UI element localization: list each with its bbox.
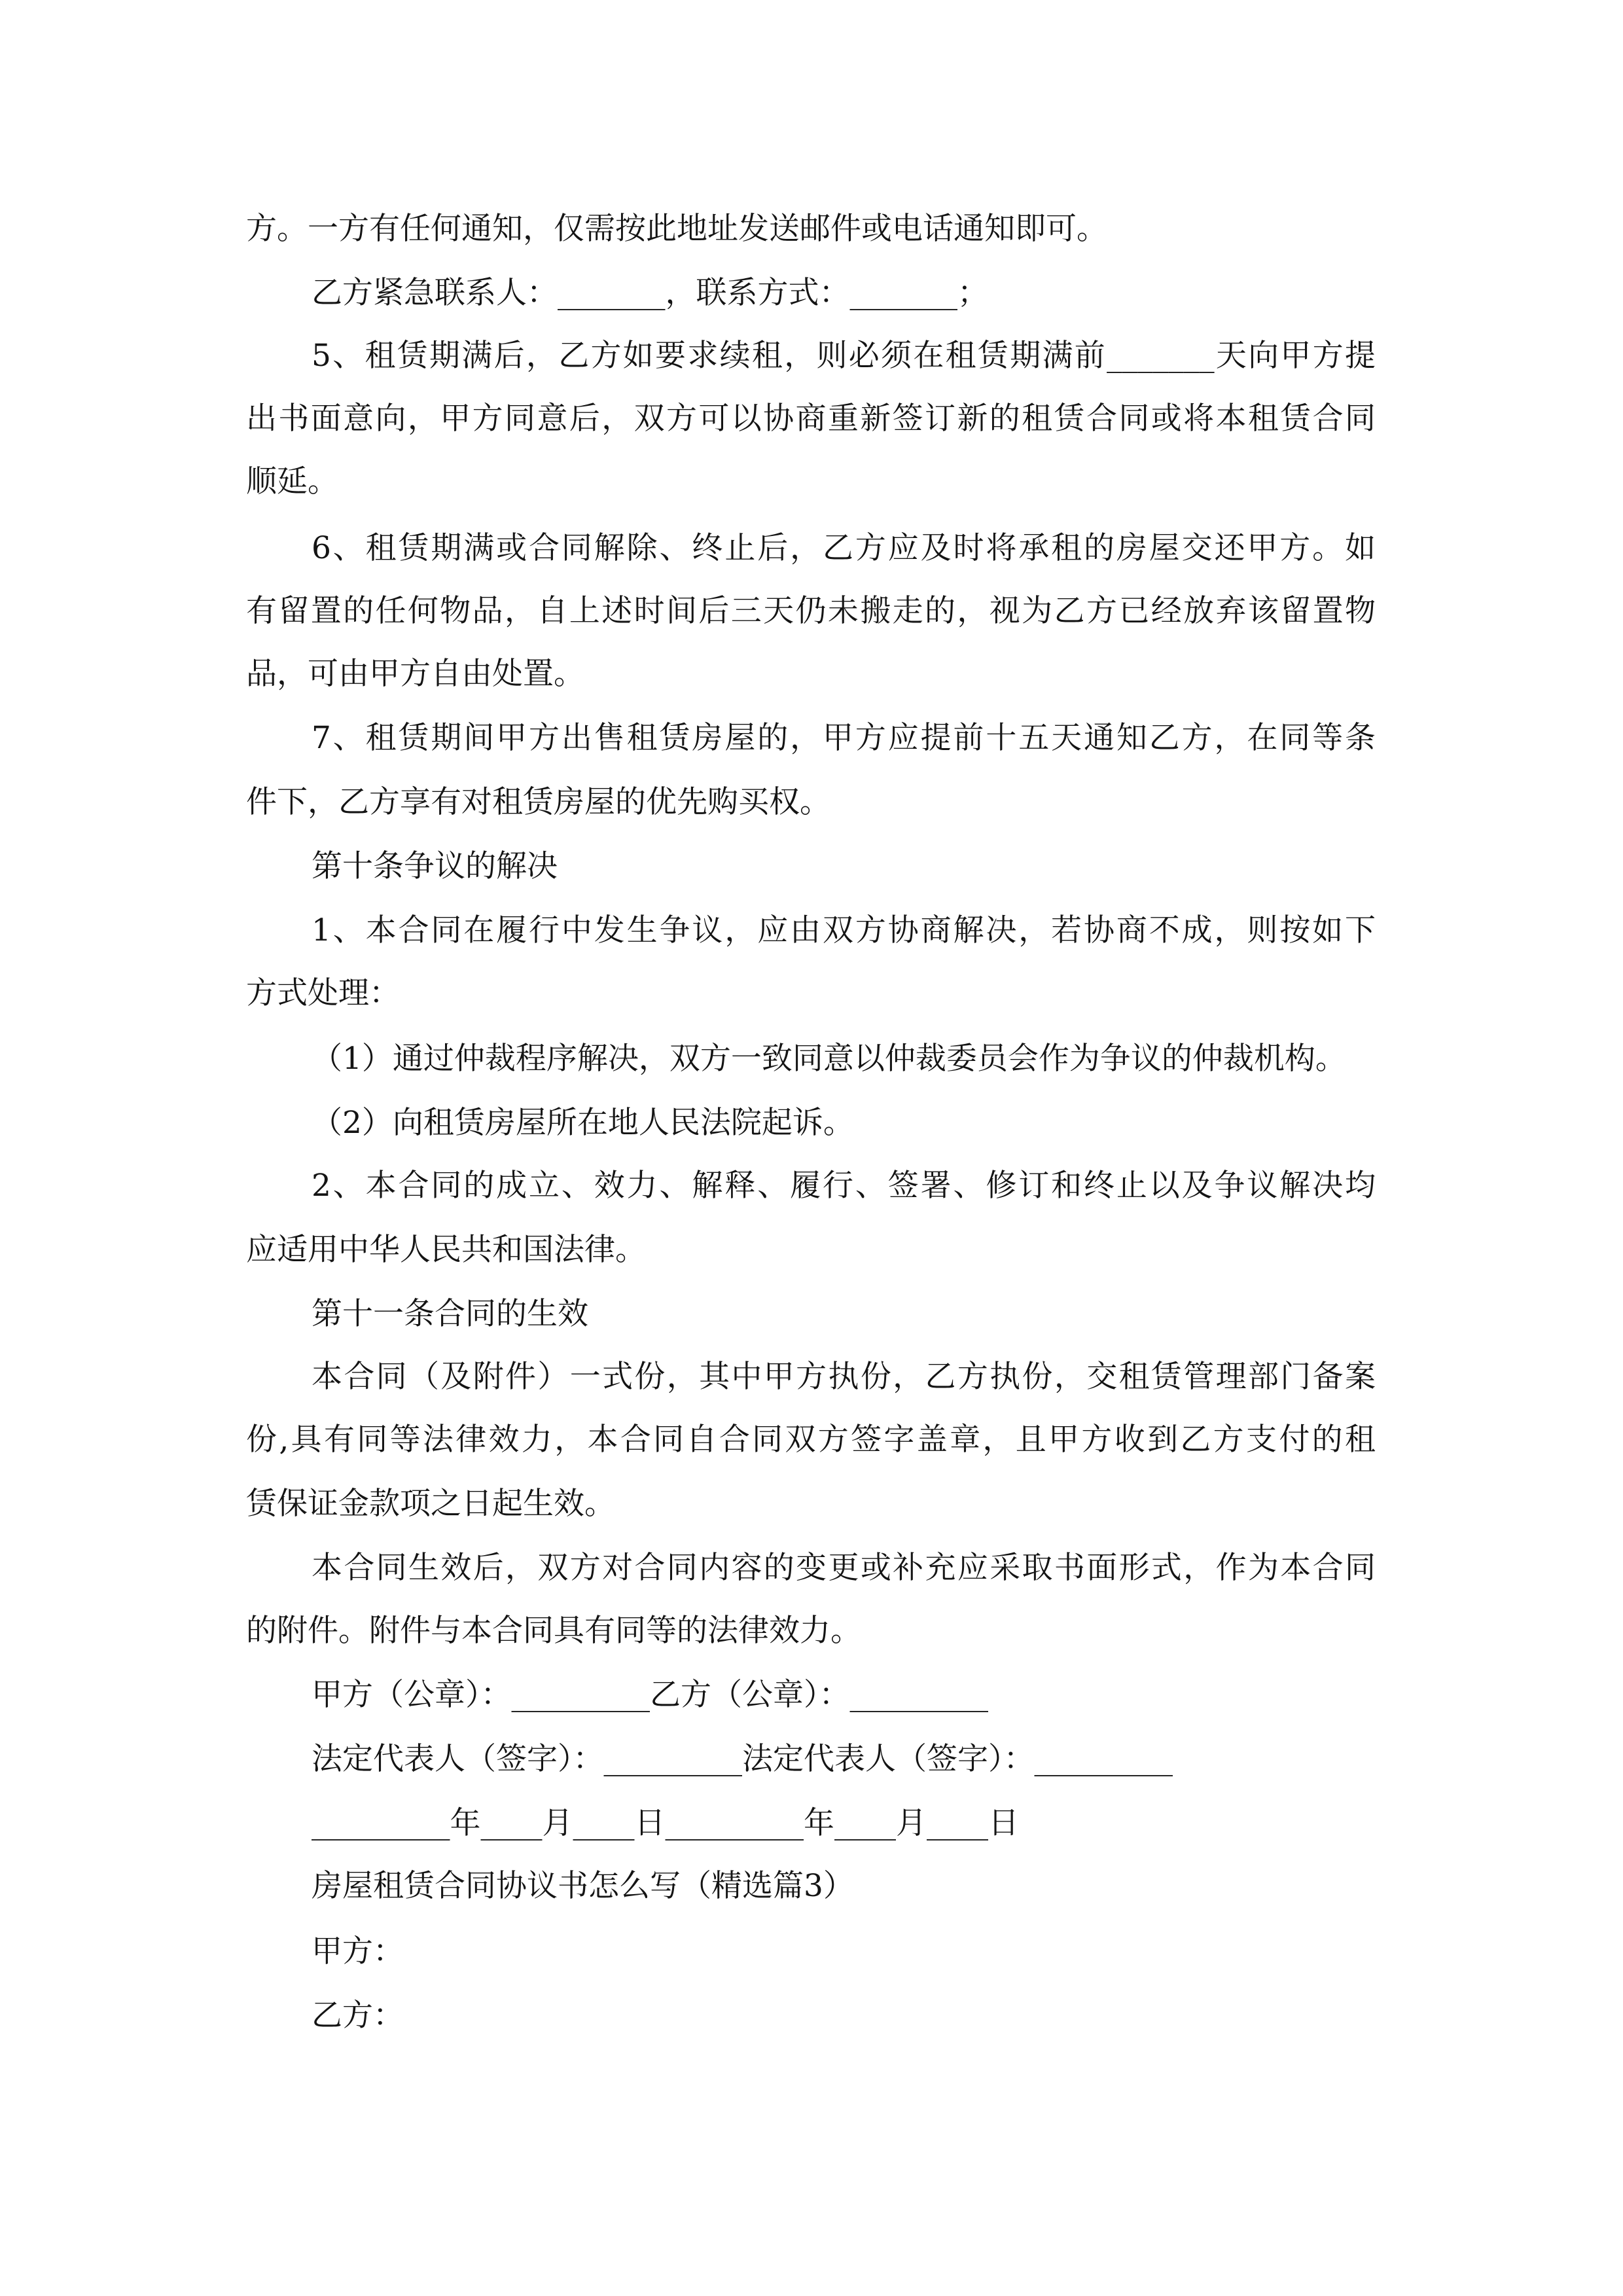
signature-line: 法定代表人（签字）：_________法定代表人（签字）：_________	[312, 1741, 1173, 1777]
text-line: 品，可由甲方自由处置。	[246, 656, 584, 692]
text-line: 顺延。	[246, 463, 338, 499]
text-line: 2、本合同的成立、效力、解释、履行、签署、修订和终止以及争议解决均	[312, 1168, 1376, 1204]
section-heading: 第十条争议的解决	[312, 848, 558, 884]
text-line: 的附件。附件与本合同具有同等的法律效力。	[246, 1613, 861, 1649]
text-line: 6、租赁期满或合同解除、终止后，乙方应及时将承租的房屋交还甲方。如	[312, 530, 1376, 566]
text-line: 应适用中华人民共和国法律。	[246, 1232, 646, 1268]
text-line: 方。一方有任何通知，仅需按此地址发送邮件或电话通知即可。	[246, 211, 1107, 247]
text-line: 出书面意向，甲方同意后，双方可以协商重新签订新的租赁合同或将本租赁合同	[246, 401, 1376, 437]
text-line: 份,具有同等法律效力，本合同自合同双方签字盖章，且甲方收到乙方支付的租	[246, 1422, 1376, 1458]
text-line: 5、租赁期满后，乙方如要求续租，则必须在租赁期满前_______天向甲方提	[312, 338, 1376, 374]
party-line: 甲方：	[312, 1933, 404, 1969]
text-line: 1、本合同在履行中发生争议，应由双方协商解决，若协商不成，则按如下	[312, 912, 1376, 948]
text-line: 赁保证金款项之日起生效。	[246, 1486, 615, 1522]
text-line: 7、租赁期间甲方出售租赁房屋的，甲方应提前十五天通知乙方，在同等条	[312, 720, 1376, 756]
text-line: （1）通过仲裁程序解决，双方一致同意以仲裁委员会作为争议的仲裁机构。	[312, 1041, 1346, 1077]
date-line: _________年____月____日_________年____月____日	[312, 1805, 1019, 1841]
text-line: （2）向租赁房屋所在地人民法院起诉。	[312, 1105, 854, 1141]
text-line: 本合同（及附件）一式份，其中甲方执份，乙方执份，交租赁管理部门备案	[312, 1359, 1376, 1395]
signature-line: 甲方（公章）：_________乙方（公章）：_________	[312, 1677, 988, 1713]
party-line: 乙方：	[312, 1998, 404, 2034]
text-line: 乙方紧急联系人：_______，联系方式：_______；	[312, 275, 988, 311]
text-line: 本合同生效后，双方对合同内容的变更或补充应采取书面形式，作为本合同	[312, 1550, 1376, 1586]
text-line: 有留置的任何物品，自上述时间后三天仍未搬走的，视为乙方已经放弃该留置物	[246, 593, 1376, 629]
section-heading: 第十一条合同的生效	[312, 1296, 588, 1332]
text-line: 件下，乙方享有对租赁房屋的优先购买权。	[246, 784, 830, 820]
text-line: 方式处理：	[246, 975, 400, 1011]
section-heading: 房屋租赁合同协议书怎么写（精选篇3）	[312, 1868, 854, 1904]
